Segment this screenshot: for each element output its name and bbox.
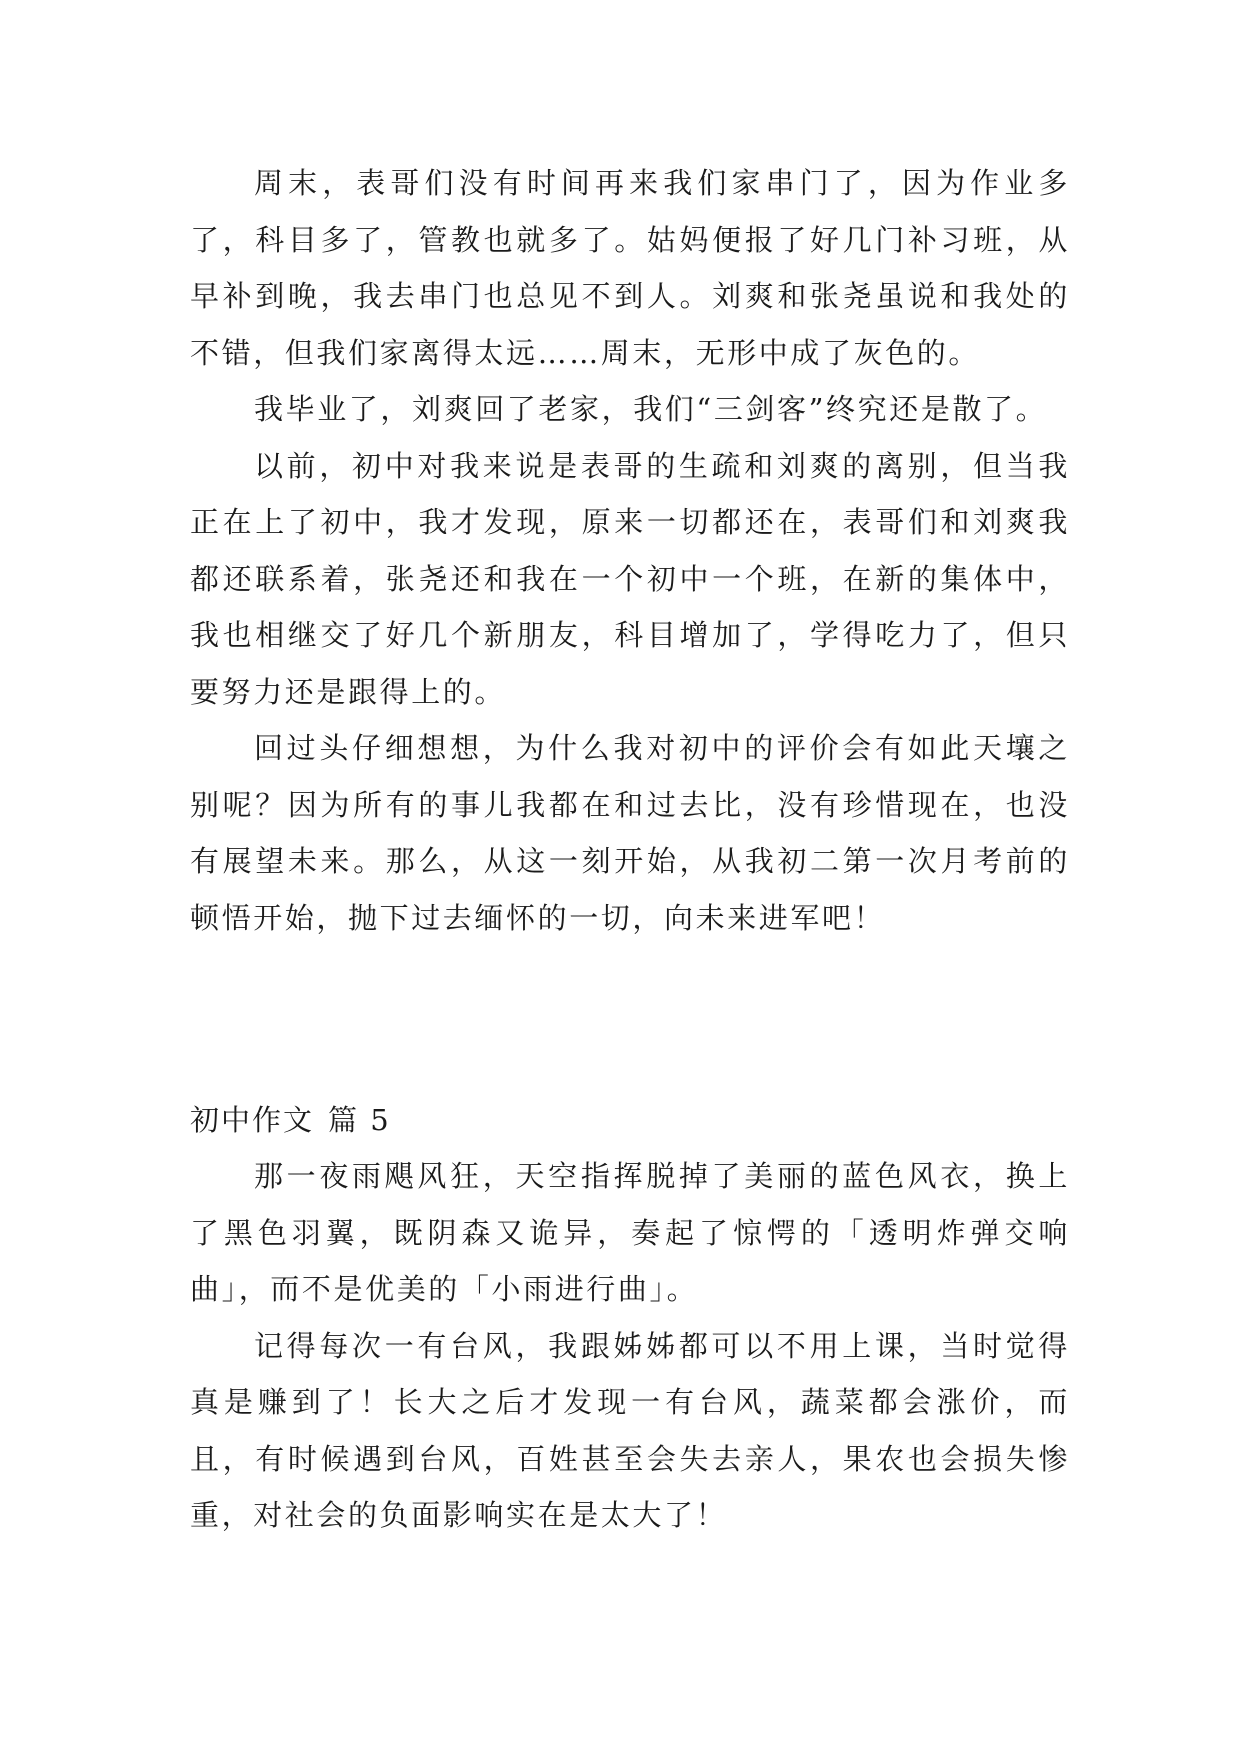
paragraph: 回过头仔细想想，为什么我对初中的评价会有如此天壤之别呢？因为所有的事儿我都在和过去比，没有珍惜现在，也没有展望未来。那么，从这一刻开始，从我初二第一次月考前的顿悟开始，抛下过去缅怀的一切，向未来进军吧！ xyxy=(190,731,1070,935)
essay-number: 篇 5 xyxy=(328,1103,391,1137)
essay-section-5 xyxy=(190,1148,1070,1544)
paragraph: 我毕业了，刘爽回了老家，我们“三剑客”终究还是散了。 xyxy=(254,392,1048,426)
essay-heading xyxy=(190,1092,391,1148)
paragraph: 记得每次一有台风，我跟姊姊都可以不用上课，当时觉得真是赚到了！长大之后才发现一有台风，蔬菜都会涨价，而且，有时候遇到台风，百姓甚至会失去亲人，果农也会损失惨重，对社会的负面影响实在是太大了！ xyxy=(190,1328,1070,1532)
paragraph: 周末，表哥们没有时间再来我们家串门了，因为作业多了，科目多了，管教也就多了。姑妈便报了好几门补习班，从早补到晚，我去串门也总见不到人。刘爽和张尧虽说和我处的不错，但我们家离得太远……周末，无形中成了灰色的。 xyxy=(190,166,1070,370)
paragraph: 那一夜雨飓风狂，天空指挥脱掉了美丽的蓝色风衣，换上了黑色羽翼，既阴森又诡异，奏起了惊愕的「透明炸弹交响曲」，而不是优美的「小雨进行曲」。 xyxy=(190,1159,1070,1306)
paragraph: 以前，初中对我来说是表哥的生疏和刘爽的离别，但当我正在上了初中，我才发现，原来一切都还在，表哥们和刘爽我都还联系着，张尧还和我在一个初中一个班，在新的集体中，我也相继交了好几个新朋友，科目增加了，学得吃力了，但只要努力还是跟得上的。 xyxy=(190,448,1070,709)
essay-title: 初中作文 xyxy=(190,1103,315,1137)
essay-section-previous xyxy=(190,155,1070,946)
